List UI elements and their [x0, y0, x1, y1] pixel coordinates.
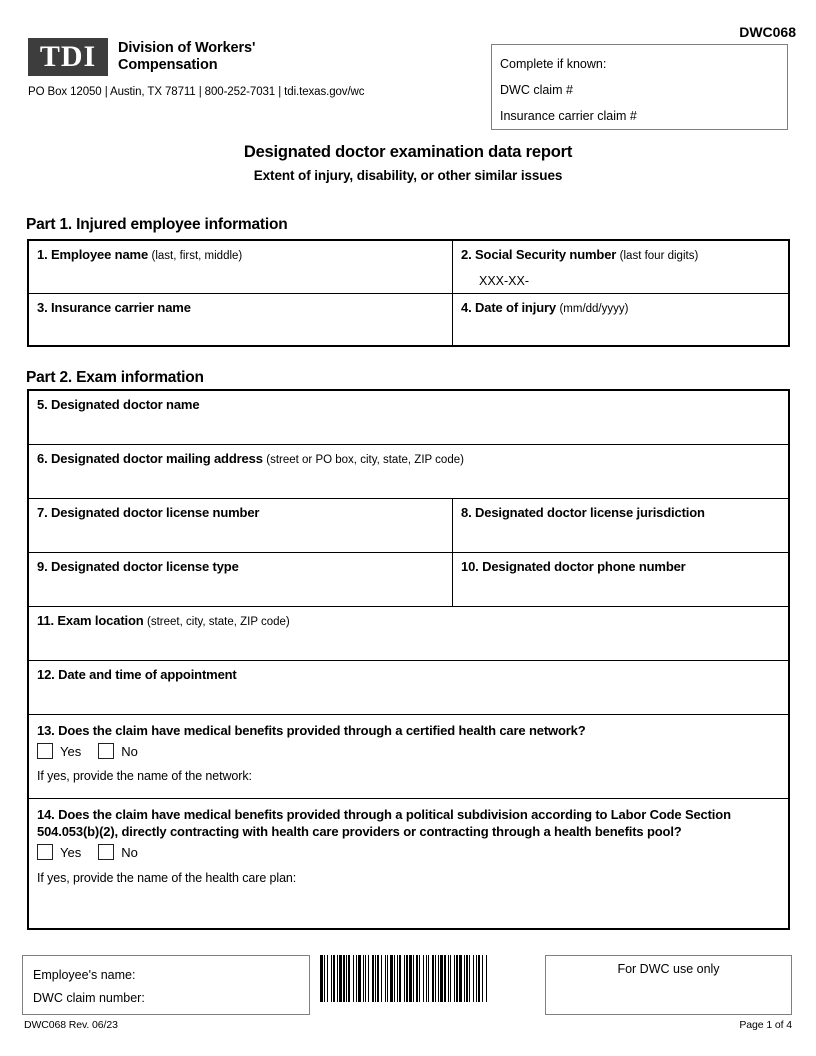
footer-dwc-use-only-label: For DWC use only — [617, 962, 720, 976]
field-exam-location[interactable] — [29, 607, 788, 660]
footer-dwc-use-only-box — [545, 955, 792, 1015]
field-certified-network-question — [29, 715, 788, 798]
complete-if-known-label: Complete if known: — [500, 57, 607, 71]
field-label: 9. Designated doctor license type — [37, 559, 239, 574]
yes-no-checkbox-group — [37, 844, 776, 860]
tdi-logo-icon: TDI — [28, 38, 108, 76]
field-insurance-carrier-name[interactable] — [29, 294, 452, 345]
field-label: 6. Designated doctor mailing address (street or PO box, city, state, ZIP code) — [37, 451, 464, 466]
division-name-line1: Division of Workers' — [118, 40, 256, 56]
part-2-heading: Part 2. Exam information — [26, 369, 204, 386]
health-care-plan-followup[interactable]: If yes, provide the name of the health care plan: — [37, 871, 297, 885]
field-label: 5. Designated doctor name — [37, 397, 200, 412]
form-title: Designated doctor examination data report — [243, 143, 573, 161]
field-designated-doctor-license-type[interactable] — [29, 553, 452, 606]
page-header — [0, 0, 816, 140]
footer-employee-box — [22, 955, 310, 1015]
complete-if-known-box — [491, 44, 788, 130]
checkbox-yes-label: Yes — [60, 743, 82, 759]
footer-page-number: Page 1 of 4 — [739, 1019, 792, 1031]
form-subtitle: Extent of injury, disability, or other similar issues — [253, 168, 563, 183]
checkbox-yes[interactable] — [37, 844, 53, 860]
field-political-subdivision-question — [29, 799, 788, 928]
table-row — [29, 661, 788, 715]
table-row — [29, 499, 788, 553]
field-label: 4. Date of injury (mm/dd/yyyy) — [461, 300, 629, 315]
checkbox-no-label: No — [121, 743, 138, 759]
field-employee-name[interactable] — [29, 241, 452, 293]
field-label: 2. Social Security number (last four digits) — [461, 247, 699, 262]
dwc-claim-number-field[interactable]: DWC claim # — [500, 83, 573, 97]
field-label: 12. Date and time of appointment — [37, 667, 237, 682]
field-designated-doctor-license-jurisdiction[interactable] — [452, 499, 788, 552]
part-1-table — [27, 239, 790, 347]
yes-no-checkbox-group — [37, 743, 788, 759]
ssn-masked-value: XXX-XX- — [479, 274, 530, 288]
field-designated-doctor-mailing-address[interactable] — [29, 445, 788, 498]
field-designated-doctor-name[interactable] — [29, 391, 788, 444]
table-row — [29, 607, 788, 661]
insurance-carrier-claim-number-field[interactable]: Insurance carrier claim # — [500, 109, 637, 123]
checkbox-yes[interactable] — [37, 743, 53, 759]
part-2-table — [27, 389, 790, 930]
barcode-image — [320, 955, 535, 1002]
checkbox-yes-label: Yes — [60, 844, 82, 860]
field-label: 3. Insurance carrier name — [37, 300, 191, 315]
field-label: 8. Designated doctor license jurisdiction — [461, 505, 705, 520]
table-row — [29, 445, 788, 499]
network-name-followup[interactable]: If yes, provide the name of the network: — [37, 769, 252, 783]
footer-dwc-claim-number-field[interactable]: DWC claim number: — [33, 991, 145, 1005]
part-1-heading: Part 1. Injured employee information — [26, 216, 288, 233]
checkbox-no[interactable] — [98, 743, 114, 759]
field-social-security-number[interactable] — [452, 241, 788, 293]
field-date-and-time-of-appointment[interactable] — [29, 661, 788, 714]
footer-employee-name-field[interactable]: Employee's name: — [33, 968, 136, 982]
field-designated-doctor-license-number[interactable] — [29, 499, 452, 552]
division-name — [118, 38, 255, 73]
form-number: DWC068 — [739, 24, 796, 40]
footer-revision: DWC068 Rev. 06/23 — [24, 1019, 118, 1031]
question-label: 14. Does the claim have medical benefits provided through a political subdivision according to Labor Code Section 504.053(b)(2), directly contracting with health care providers or contracting through a health benefits pool? — [37, 807, 731, 839]
agency-address-line: PO Box 12050 | Austin, TX 78711 | 800-252-7031 | tdi.texas.gov/wc — [28, 86, 365, 98]
table-row — [29, 715, 788, 799]
field-designated-doctor-phone-number[interactable] — [452, 553, 788, 606]
field-label: 10. Designated doctor phone number — [461, 559, 686, 574]
table-row — [29, 553, 788, 607]
checkbox-no-label: No — [121, 844, 138, 860]
checkbox-no[interactable] — [98, 844, 114, 860]
table-row — [29, 391, 788, 445]
table-row — [29, 241, 788, 294]
field-date-of-injury[interactable] — [452, 294, 788, 345]
question-label: 13. Does the claim have medical benefits provided through a certified health care network? — [37, 723, 586, 738]
table-row — [29, 799, 788, 928]
field-label: 11. Exam location (street, city, state, ZIP code) — [37, 613, 290, 628]
field-label: 7. Designated doctor license number — [37, 505, 260, 520]
division-name-line2: Compensation — [118, 56, 218, 73]
agency-logo-block — [28, 38, 255, 76]
table-row — [29, 294, 788, 345]
field-label: 1. Employee name (last, first, middle) — [37, 247, 243, 262]
